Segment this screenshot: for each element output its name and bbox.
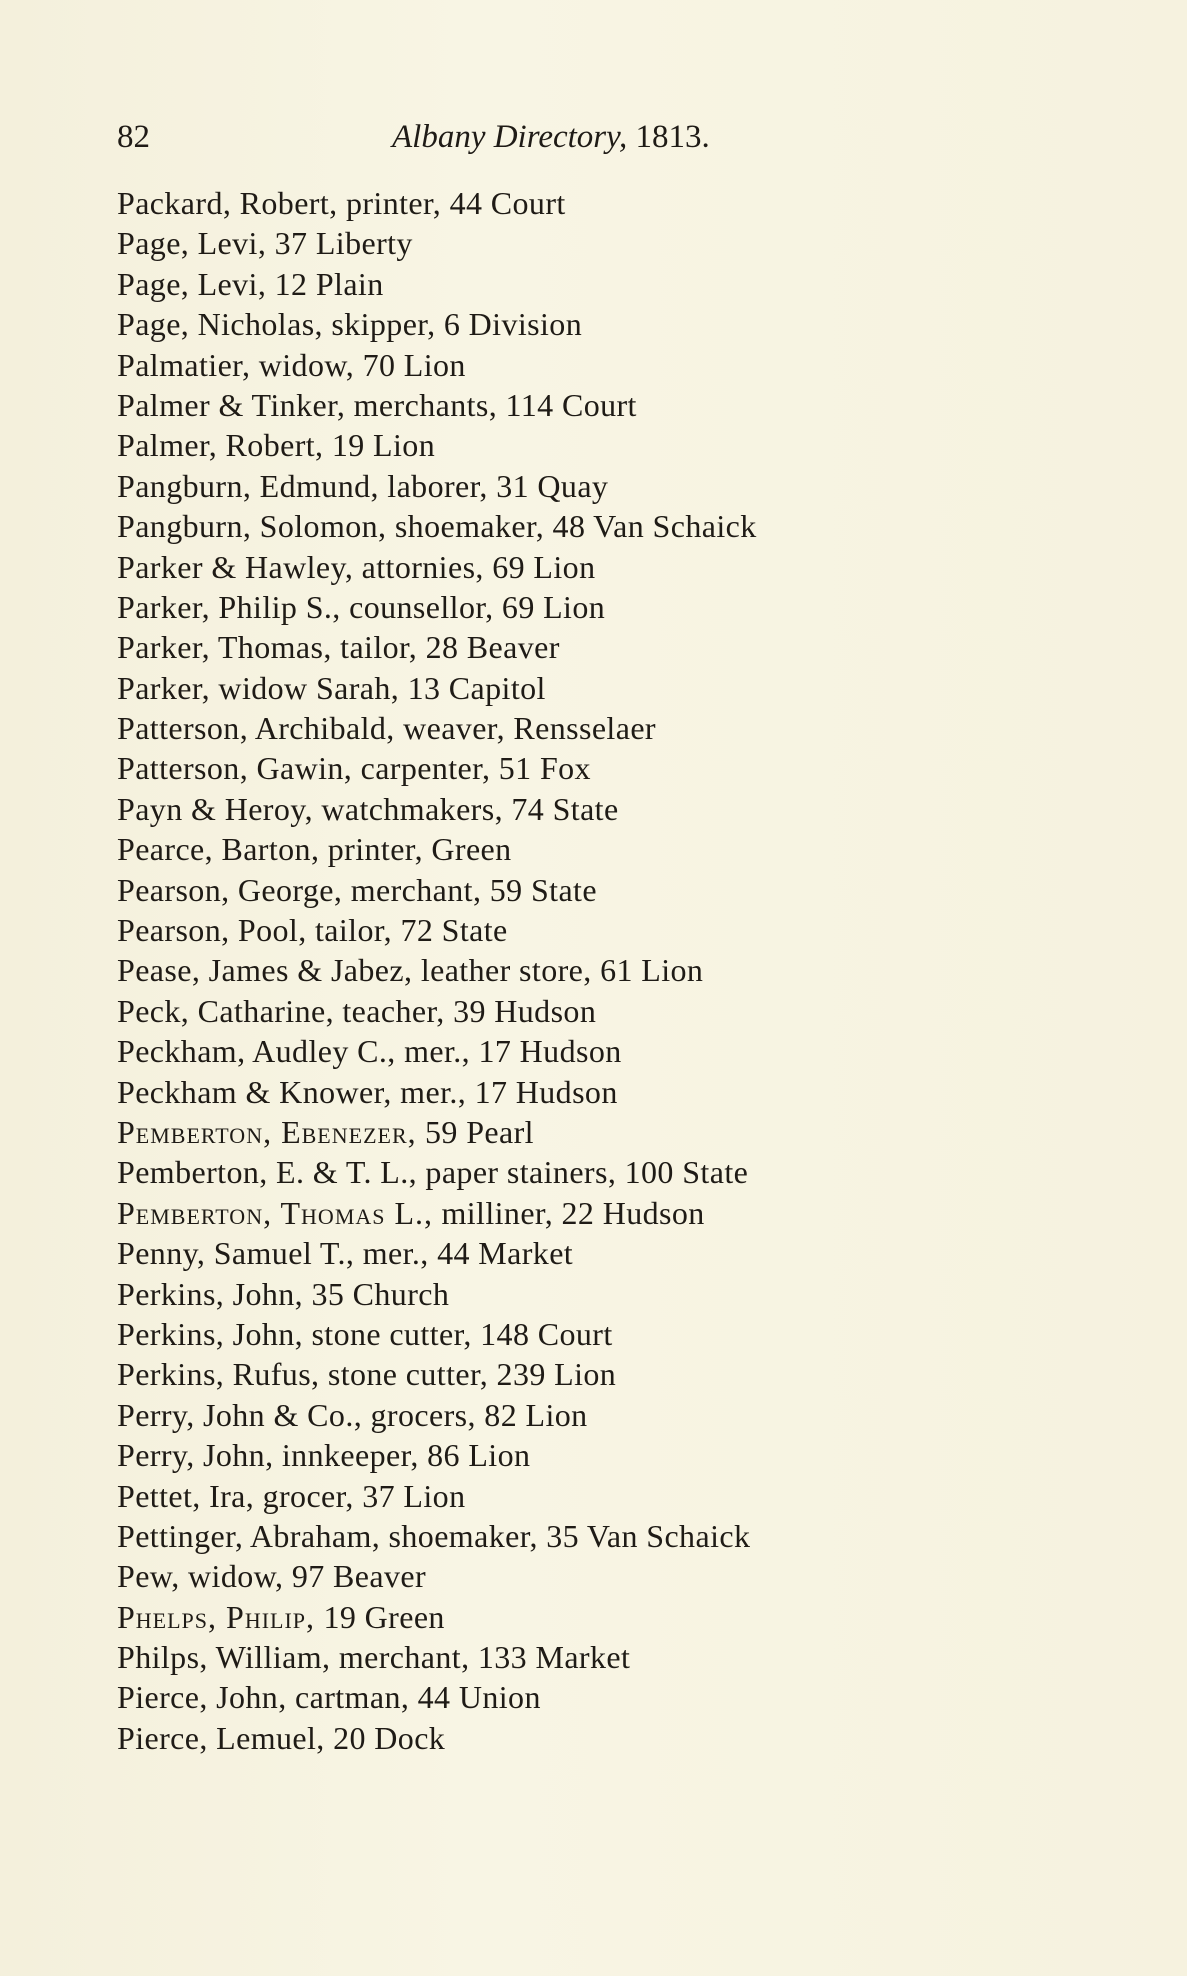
directory-entry [117, 1395, 1117, 1435]
directory-entry [117, 1152, 1117, 1192]
directory-year: 1813. [635, 119, 710, 155]
entry-text: Peckham & Knower, mer., 17 Hudson [117, 1073, 618, 1110]
entry-text: Pease, James & Jabez, leather store, 61 Lion [117, 952, 704, 989]
directory-entry [117, 264, 1117, 304]
directory-entry [117, 223, 1117, 263]
entry-text: Parker, Philip S., counsellor, 69 Lion [117, 588, 606, 625]
directory-entry [117, 1597, 1117, 1637]
directory-entry [117, 668, 1117, 708]
entry-text: Pangburn, Edmund, laborer, 31 Quay [117, 467, 609, 504]
directory-entry [117, 1556, 1117, 1596]
page-header [117, 112, 817, 162]
page-number: 82 [117, 119, 150, 155]
directory-entry [117, 466, 1117, 506]
directory-entry [117, 1637, 1117, 1677]
entry-text: Pearson, George, merchant, 59 State [117, 871, 597, 908]
directory-entry [117, 1476, 1117, 1516]
directory-entries [117, 183, 1117, 1758]
directory-entry [117, 304, 1117, 344]
entry-text: Parker & Hawley, attornies, 69 Lion [117, 548, 596, 585]
directory-entry [117, 587, 1117, 627]
entry-text: Peck, Catharine, teacher, 39 Hudson [117, 992, 597, 1029]
entry-details: milliner, 22 Hudson [433, 1194, 705, 1231]
entry-text: Palmer, Robert, 19 Lion [117, 427, 436, 464]
entry-text: Perry, John, innkeeper, 86 Lion [117, 1437, 531, 1474]
entry-text: Page, Levi, 12 Plain [117, 265, 384, 302]
directory-entry [117, 829, 1117, 869]
entry-text: Pangburn, Solomon, shoemaker, 48 Van Schaick [117, 508, 757, 545]
directory-entry [117, 1314, 1117, 1354]
entry-text: Perry, John & Co., grocers, 82 Lion [117, 1396, 588, 1433]
directory-entry [117, 1516, 1117, 1556]
directory-entry [117, 1072, 1117, 1112]
entry-text: Parker, widow Sarah, 13 Capitol [117, 669, 546, 706]
entry-text: Page, Levi, 37 Liberty [117, 225, 413, 262]
entry-text: Perkins, John, stone cutter, 148 Court [117, 1315, 613, 1352]
directory-entry [117, 991, 1117, 1031]
directory-entry [117, 1274, 1117, 1314]
entry-text: Pemberton, E. & T. L., paper stainers, 100 State [117, 1154, 749, 1191]
entry-text: Palmatier, widow, 70 Lion [117, 346, 466, 383]
directory-entry [117, 385, 1117, 425]
directory-entry [117, 950, 1117, 990]
entry-details: 59 Pearl [416, 1113, 534, 1150]
entry-text: Packard, Robert, printer, 44 Court [117, 185, 566, 221]
entry-text: Payn & Heroy, watchmakers, 74 State [117, 790, 619, 827]
directory-entry [117, 1677, 1117, 1717]
running-title [392, 112, 710, 162]
entry-name-small-caps: Pemberton, Thomas L., [117, 1194, 434, 1231]
directory-entry [117, 1112, 1117, 1152]
directory-entry [117, 1718, 1117, 1758]
entry-text: Pearce, Barton, printer, Green [117, 831, 512, 868]
entry-name-small-caps: Phelps, Philip, [117, 1598, 316, 1635]
entry-text: Palmer & Tinker, merchants, 114 Court [117, 386, 637, 423]
directory-title: Albany Directory, [392, 119, 628, 155]
entry-text: Perkins, John, 35 Church [117, 1275, 450, 1312]
directory-entry [117, 1193, 1117, 1233]
directory-entry [117, 910, 1117, 950]
directory-entry [117, 789, 1117, 829]
directory-entry [117, 748, 1117, 788]
entry-text: Patterson, Gawin, carpenter, 51 Fox [117, 750, 591, 787]
entry-text: Penny, Samuel T., mer., 44 Market [117, 1235, 574, 1272]
entry-text: Philps, William, merchant, 133 Market [117, 1639, 631, 1676]
entry-text: Pierce, Lemuel, 20 Dock [117, 1719, 446, 1756]
directory-entry [117, 1031, 1117, 1071]
directory-entry [117, 870, 1117, 910]
directory-entry [117, 1435, 1117, 1475]
directory-entry [117, 708, 1117, 748]
directory-entry [117, 425, 1117, 465]
entry-text: Pierce, John, cartman, 44 Union [117, 1679, 541, 1716]
entry-text: Perkins, Rufus, stone cutter, 239 Lion [117, 1356, 617, 1393]
entry-details: 19 Green [315, 1598, 445, 1635]
entry-name-small-caps: Pemberton, Ebenezer, [117, 1113, 417, 1150]
directory-entry [117, 547, 1117, 587]
directory-entry [117, 506, 1117, 546]
entry-text: Patterson, Archibald, weaver, Rensselaer [117, 710, 656, 747]
entry-text: Pearson, Pool, tailor, 72 State [117, 912, 508, 949]
directory-entry [117, 627, 1117, 667]
entry-text: Pettinger, Abraham, shoemaker, 35 Van Schaick [117, 1517, 751, 1554]
directory-entry [117, 1233, 1117, 1273]
entry-text: Parker, Thomas, tailor, 28 Beaver [117, 629, 560, 666]
directory-entry [117, 183, 1117, 223]
entry-text: Pew, widow, 97 Beaver [117, 1558, 427, 1595]
entry-text: Peckham, Audley C., mer., 17 Hudson [117, 1033, 622, 1070]
directory-entry [117, 345, 1117, 385]
entry-text: Page, Nicholas, skipper, 6 Division [117, 306, 583, 343]
directory-entry [117, 1354, 1117, 1394]
entry-text: Pettet, Ira, grocer, 37 Lion [117, 1477, 466, 1514]
